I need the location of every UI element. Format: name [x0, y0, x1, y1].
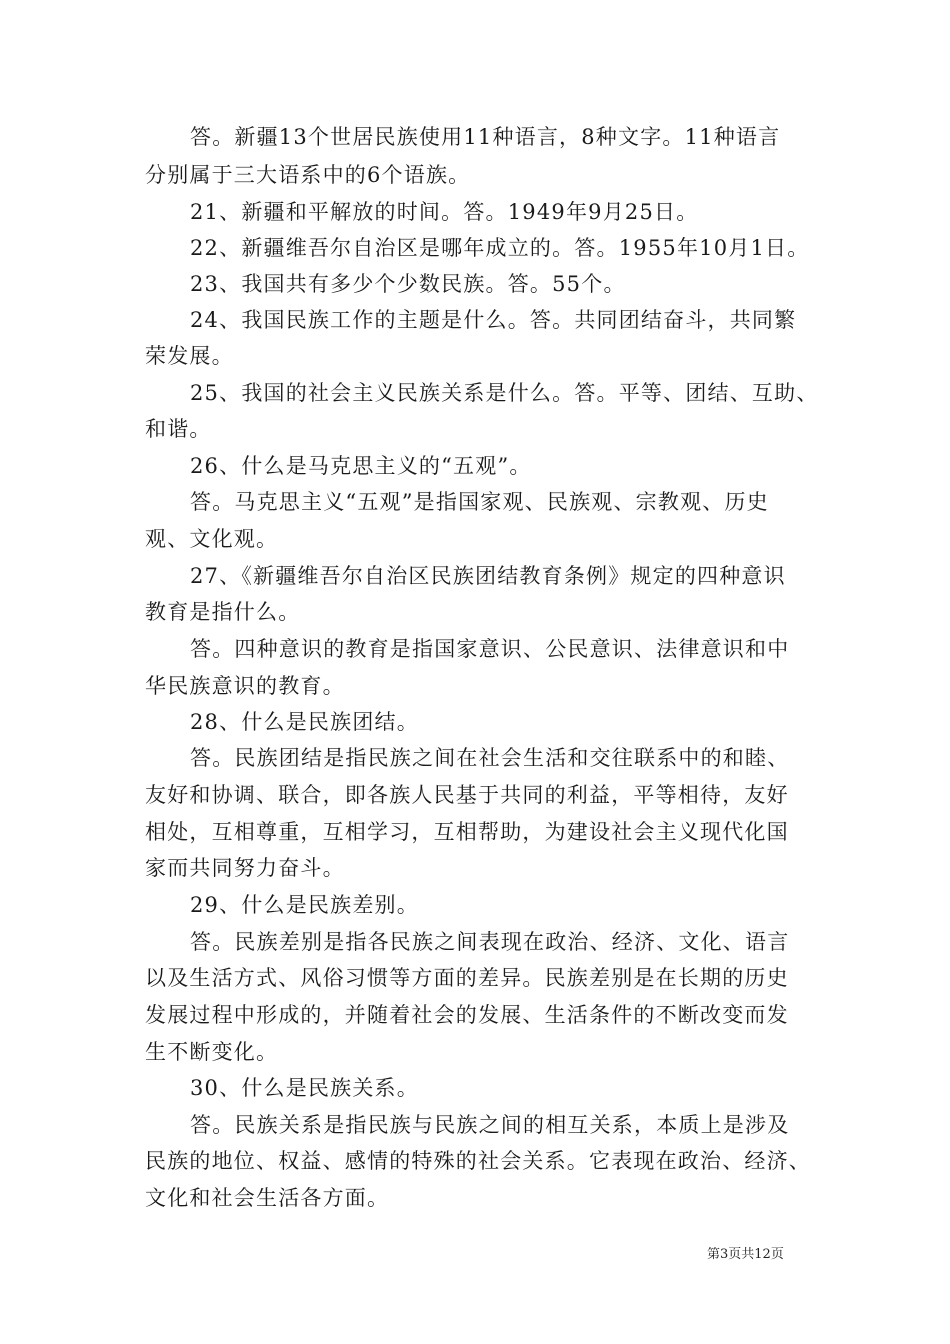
text-line: 答。民族差别是指各民族之间表现在政治、经济、文化、语言	[190, 930, 790, 954]
text-line: 答。民族团结是指民族之间在社会生活和交往联系中的和睦、	[190, 746, 790, 770]
text-line: 生不断变化。	[145, 1040, 279, 1064]
text-line: 家而共同努力奋斗。	[145, 856, 345, 880]
text-line: 23、我国共有多少个少数民族。答。55个。	[190, 272, 626, 296]
text-line: 29、什么是民族差别。	[190, 893, 419, 917]
text-line: 21、新疆和平解放的时间。答。1949年9月25日。	[190, 200, 699, 224]
text-line: 以及生活方式、风俗习惯等方面的差异。民族差别是在长期的历史	[145, 966, 789, 990]
text-line: 22、新疆维吾尔自治区是哪年成立的。答。1955年10月1日。	[190, 236, 810, 260]
text-line: 文化和社会生活各方面。	[145, 1186, 390, 1210]
text-line: 相处，互相尊重，互相学习，互相帮助，为建设社会主义现代化国	[145, 820, 789, 844]
text-line: 28、什么是民族团结。	[190, 710, 419, 734]
text-line: 答。新疆13个世居民族使用11种语言，8种文字。11种语言	[190, 125, 781, 149]
text-line: 答。四种意识的教育是指国家意识、公民意识、法律意识和中	[190, 637, 790, 661]
text-line: 民族的地位、权益、感情的特殊的社会关系。它表现在政治、经济、	[145, 1149, 811, 1173]
text-line: 华民族意识的教育。	[145, 674, 345, 698]
text-line: 答。民族关系是指民族与民族之间的相互关系，本质上是涉及	[190, 1113, 790, 1137]
text-line: 分别属于三大语系中的6个语族。	[145, 163, 471, 187]
text-line: 25、我国的社会主义民族关系是什么。答。平等、团结、互助、	[190, 381, 819, 405]
text-line: 发展过程中形成的，并随着社会的发展、生活条件的不断改变而发	[145, 1003, 789, 1027]
text-line: 和谐。	[145, 417, 212, 441]
text-line: 教育是指什么。	[145, 600, 301, 624]
text-line: 答。马克思主义“五观”是指国家观、民族观、宗教观、历史	[190, 490, 769, 514]
page-number: 第3页共12页	[707, 1247, 784, 1262]
text-line: 荣发展。	[145, 344, 234, 368]
text-line: 观、文化观。	[145, 527, 279, 551]
text-line: 24、我国民族工作的主题是什么。答。共同团结奋斗，共同繁	[190, 308, 797, 332]
text-line: 26、什么是马克思主义的“五观”。	[190, 454, 532, 478]
text-line: 30、什么是民族关系。	[190, 1076, 419, 1100]
text-line: 27、《新疆维吾尔自治区民族团结教育条例》规定的四种意识	[190, 564, 786, 588]
text-line: 友好和协调、联合，即各族人民基于共同的利益，平等相待，友好	[145, 783, 789, 807]
